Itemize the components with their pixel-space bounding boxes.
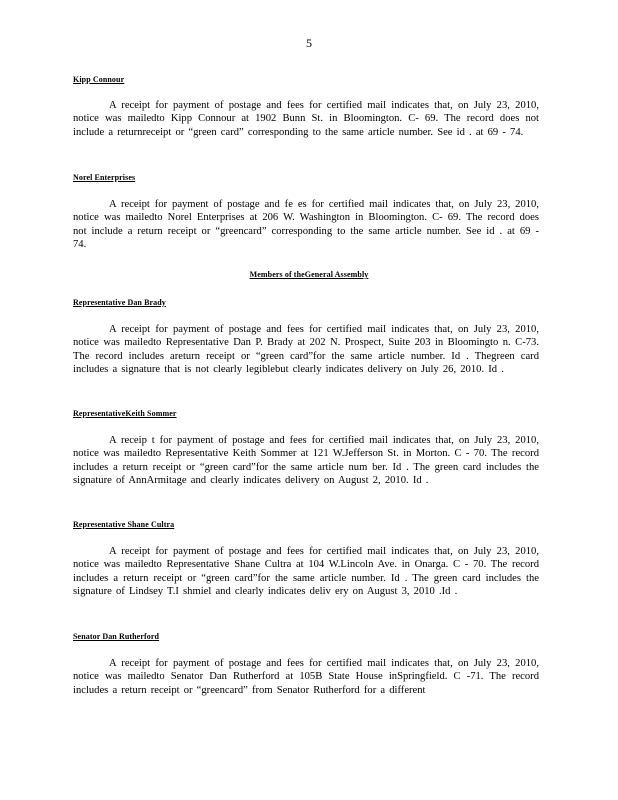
- section-body-shane-cultra: A receipt for payment of postage and fees for certified mail indicates that, on July 23, 2010, notice was mailedto Representative Shane Cultra at 104 W.Lincoln Ave. in Onarga. C - 70. The record includes a return receipt or “green card”for the same article number. Id . The green card includes the signature of Lindsey T.I shmiel and clearly indicates deliv ery on August 3, 2010 .Id .: [73, 546, 539, 598]
- section-heading-kipp-connour: Kipp Connour: [73, 75, 125, 84]
- page-number: 5: [306, 36, 312, 50]
- section-heading-shane-cultra: Representative Shane Cultra: [73, 520, 175, 529]
- section-heading-norel-enterprises: Norel Enterprises: [73, 173, 136, 182]
- section-body-norel-enterprises: A receipt for payment of postage and fe es for certified mail indicates that, on July 23, 2010, notice was mailedto Norel Enterprises at 206 W. Washington in Bloomington. C- 69. The record does not include a return receipt or “greencard” corresponding to the same article number. See id . at 69 - 74.: [73, 199, 539, 251]
- section-heading-general-assembly: Members of theGeneral Assembly: [249, 270, 369, 279]
- section-body-kipp-connour: A receipt for payment of postage and fees for certified mail indicates that, on July 23, 2010, notice was mailedto Kipp Connour at 1902 Bunn St. in Bloomington. C- 69. The record does not include a returnreceipt or “green card” corresponding to the same article number. See id . at 69 - 74.: [73, 100, 539, 138]
- section-body-keith-sommer: A receip t for payment of postage and fees for certified mail indicates that, on July 23, 2010, notice was mailedto Representative Keith Sommer at 121 W.Jefferson St. in Morton. C - 70. The record includes a return receipt or “green card”for the same article num ber. Id . The green card includes the signature of AnnArmitage and clearly indicates delivery on August 2, 2010. Id .: [73, 435, 539, 487]
- section-heading-dan-brady: Representative Dan Brady: [73, 298, 166, 307]
- section-heading-keith-sommer: RepresentativeKeith Sommer: [73, 409, 177, 418]
- section-body-dan-rutherford: A receipt for payment of postage and fees for certified mail indicates that, on July 23, 2010, notice was mailedto Senator Dan Rutherford at 105B State House inSpringfield. C -71. The record includes a return receipt or “greencard” from Senator Rutherford for a different: [73, 658, 539, 696]
- section-body-dan-brady: A receipt for payment of postage and fees for certified mail indicates that, on July 23, 2010, notice was mailedto Representative Dan P. Brady at 202 N. Prospect, Suite 203 in Bloomingto n. C-73. The record includes areturn receipt or “green card”for the same article number. Id . Thegreen card includes a signature that is not clearly legiblebut clearly indicates delivery on July 26, 2010. Id .: [73, 324, 539, 376]
- section-heading-dan-rutherford: Senator Dan Rutherford: [73, 632, 160, 641]
